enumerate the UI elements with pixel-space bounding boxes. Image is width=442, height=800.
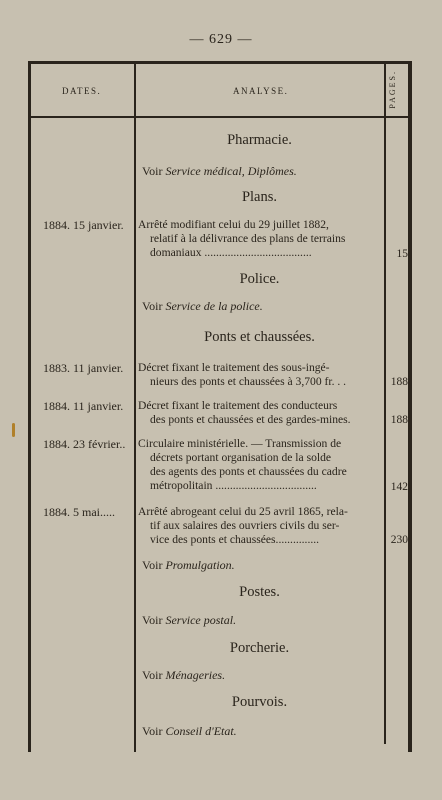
voir-reference-pharmacie: Voir Service médical, Diplômes. — [142, 164, 297, 178]
section-title-police: Police. — [239, 271, 280, 287]
entry-line: Arrêté modifiant celui du 29 juillet 1882, — [138, 218, 329, 231]
section-title-pourvois: Pourvois. — [231, 694, 288, 710]
voir-reference-ponts: Voir Promulgation. — [142, 558, 235, 572]
voir-reference-police: Voir Service de la police. — [142, 299, 263, 313]
entry-line: Décret fixant le traitement des sous-ingé- — [138, 361, 330, 374]
entry-date: 1884. 15 janvier. — [43, 218, 124, 232]
header-rule — [28, 116, 412, 118]
entry-line: des agents des ponts et chaussées du cadre — [150, 465, 347, 478]
entry-date: 1884. 11 janvier. — [43, 399, 124, 413]
entry-line: relatif à la délivrance des plans de terrains — [150, 232, 346, 245]
section-title-pharmacie: Pharmacie. — [227, 132, 292, 148]
entry-date: 1884. 23 février.. — [43, 437, 126, 451]
entry-date: 1883. 11 janvier. — [43, 361, 124, 375]
entry-line: Décret fixant le traitement des conducteurs — [138, 399, 338, 412]
page-reference: 142 — [390, 481, 408, 493]
section-title-porcherie: Porcherie. — [229, 640, 290, 656]
entry-text — [138, 399, 383, 427]
entry-text — [138, 361, 383, 389]
entry-line: des ponts et chaussées et des gardes-mines. — [150, 413, 351, 426]
ink-mark — [12, 423, 15, 437]
voir-reference-postes: Voir Service postal. — [142, 613, 237, 627]
section-title-ponts-et-chaussees: Ponts et chaussées. — [204, 329, 315, 345]
voir-reference-porcherie: Voir Ménageries. — [142, 668, 226, 682]
entry-text — [138, 437, 383, 493]
entry-line: tif aux salaires des ouvriers civils du ser- — [150, 519, 340, 532]
table-left-border — [28, 64, 31, 752]
pages-column-rule — [384, 64, 386, 744]
entry-date: 1884. 5 mai..... — [43, 505, 115, 519]
voir-reference-pourvois: Voir Conseil d'Etat. — [142, 724, 237, 738]
table-right-border — [408, 64, 412, 752]
entry-text — [138, 218, 383, 260]
entry-line: nieurs des ponts et chaussées à 3,700 fr. . . — [150, 375, 347, 388]
page-number: — 629 — — [189, 32, 253, 47]
entry-line: Circulaire ministérielle. — Transmission de — [138, 437, 342, 450]
entry-line: vice des ponts et chaussées............... — [150, 533, 320, 546]
entry-line: domaniaux ..................................... — [150, 246, 312, 259]
header-analyse: ANALYSE. — [233, 86, 289, 96]
section-title-plans: Plans. — [241, 189, 278, 205]
entry-text — [138, 505, 383, 547]
entry-line: décrets portant organisation de la solde — [150, 451, 332, 464]
entry-line: Arrêté abrogeant celui du 25 avril 1865, rela- — [138, 505, 348, 518]
header-pages: PAGES. — [388, 70, 397, 109]
page-reference: 188 — [390, 414, 408, 426]
header-dates: DATES. — [62, 86, 102, 96]
section-title-postes: Postes. — [239, 584, 280, 600]
page-reference: 230 — [390, 534, 408, 546]
index-table — [28, 61, 412, 752]
page-reference: 188 — [390, 376, 408, 388]
entry-line: métropolitain ................................... — [150, 479, 317, 492]
page-reference: 15 — [396, 248, 408, 260]
